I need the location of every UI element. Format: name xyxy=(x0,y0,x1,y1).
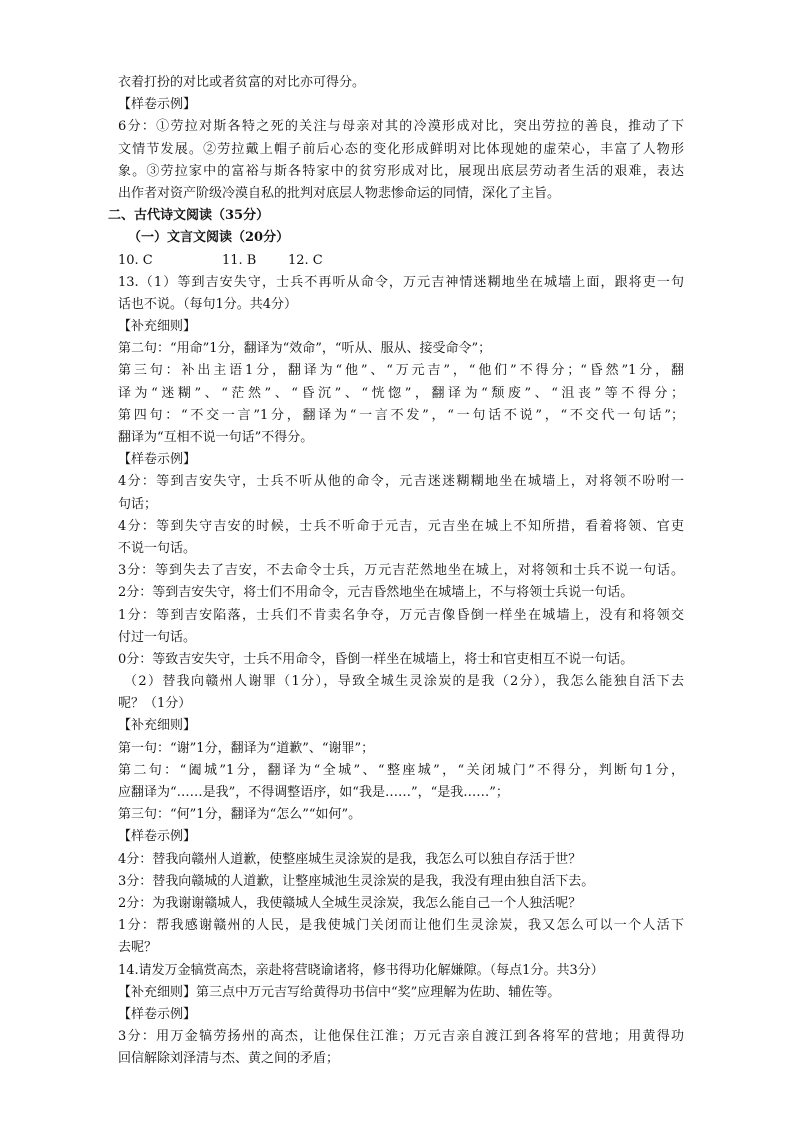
document-body xyxy=(108,72,684,1070)
subsection-heading: （一）文言文阅读（20分） xyxy=(128,230,290,246)
text-line: 翻译为“互相不说一句话”不得分。 xyxy=(118,430,314,445)
text-line: 2分：等到吉安失守，将士们不用命令，元吉昏然地坐在城墙上，不与将领士兵说一句话。 xyxy=(118,585,634,601)
text-line: 13.（1）等到吉安失守，士兵不再听从命令，万元吉神情迷糊地坐在城墙上面，跟将吏一句 xyxy=(118,274,684,290)
text-line: 第二句：“用命”1分，翻译为“效命”，“听从、服从、接受命令”； xyxy=(118,341,492,357)
text-line: 译为“迷糊”、“茫然”、“昏沉”、“恍惚”，翻译为“颓废”、“沮丧”等不得分； xyxy=(118,385,684,401)
text-line: 1分：帮我感谢赣州的人民，是我使城门关闭而让他们生灵涂炭，我又怎么可以一个人活下 xyxy=(118,918,684,934)
text-line: 第三句：“何”1分，翻译为“怎么”“如何”。 xyxy=(118,807,362,823)
section-label: 【样卷示例】 xyxy=(118,829,197,845)
text-line: 第二句：“阖城”1分，翻译为“全城”、“整座城”，“关闭城门”不得分，判断句1分， xyxy=(118,762,684,778)
text-line: 3分：替我向赣城的人道歉，让整座城池生灵涂炭的是我，我没有理由独自活下去。 xyxy=(118,873,595,889)
text-line: 句话； xyxy=(118,496,158,512)
text-line: 3分：用万金犒劳扬州的高杰，让他保住江淮；万元吉亲自渡江到各将军的营地；用黄得功 xyxy=(118,1029,684,1045)
text-line: 去呢？ xyxy=(118,940,158,956)
text-line: 衣着打扮的对比或者贫富的对比亦可得分。 xyxy=(118,75,366,90)
text-line: 14.请发万金犒赏高杰，亲赴将营晓谕诸将，修书得功化解嫌隙。（每点1分。共3分） xyxy=(118,962,604,978)
text-line: 2分：为我谢谢赣城人，我使赣城人全城生灵涂炭，我怎么能自己一个人独活呢？ xyxy=(118,895,582,911)
answer-row xyxy=(118,250,684,272)
text-line: 第三句：补出主语1分，翻译为“他”、“万元吉”，“他们”不得分；“昏然”1分，翻 xyxy=(118,363,684,379)
section-label: 【补充细则】 xyxy=(118,718,197,734)
text-line: 付过一句话。 xyxy=(118,629,197,645)
text-line: 应翻译为“……是我”，不得调整语序，如“我是……”，“是我……”； xyxy=(118,785,509,800)
text-line: 呢？（1分） xyxy=(118,696,192,712)
section-label: 【样卷示例】 xyxy=(118,97,197,113)
section-label: 【样卷示例】 xyxy=(118,452,197,468)
text-line: 6分：①劳拉对斯各特之死的关注与母亲对其的冷漠形成对比，突出劳拉的善良，推动了下 xyxy=(118,119,684,135)
answer-12: 12. C xyxy=(288,252,323,268)
text-line: 第一句：“谢”1分，翻译为“道歉”、“谢罪”； xyxy=(118,740,375,756)
text-line: 话也不说。（每句1分。共4分） xyxy=(118,296,298,312)
text-line: 不说一句话。 xyxy=(118,540,197,556)
text-line: 4分：等到失守吉安的时候，士兵不听命于元吉，元吉坐在城上不知所措，看着将领、官吏 xyxy=(118,518,684,534)
text-line: 3分：等到失去了吉安，不去命令士兵，万元吉茫然地坐在城上，对将领和士兵不说一句话。 xyxy=(118,563,684,579)
text-line: 4分：替我向赣州人道歉，使整座城生灵涂炭的是我，我怎么可以独自存活于世？ xyxy=(118,851,582,867)
answer-10: 10. C xyxy=(118,252,153,268)
text-line: 1分：等到吉安陷落，士兵们不肯卖名争夺，万元吉像昏倒一样坐在城墙上，没有和将领交 xyxy=(118,607,684,623)
text-line: 第四句：“不交一言”1分，翻译为“一言不发”，“一句话不说”，“不交代一句话”； xyxy=(118,407,684,423)
section-heading: 二、古代诗文阅读（35分） xyxy=(108,208,270,224)
text-line: 4分：等到吉安失守，士兵不听从他的命令，元吉迷迷糊糊地坐在城墙上，对将领不吩咐一 xyxy=(118,474,684,490)
section-label: 【补充细则】 xyxy=(118,319,197,335)
text-line: 【补充细则】第三点中万元吉写给黄得功书信中“奖”应理解为佐助、辅佐等。 xyxy=(118,984,561,1000)
answer-11: 11. B xyxy=(222,252,257,268)
text-line: 回信解除刘泽清与杰、黄之间的矛盾； xyxy=(118,1051,340,1067)
section-label: 【样卷示例】 xyxy=(118,1006,197,1022)
text-line: 0分：等致吉安失守，士兵不用命令，昏倒一样坐在城墙上，将士和官吏相互不说一句话。 xyxy=(118,651,634,667)
text-line: （2）替我向赣州人谢罪（1分），导致全城生灵涂炭的是我（2分），我怎么能独自活下去 xyxy=(124,674,684,690)
text-line: 文情节发展。②劳拉戴上帽子前后心态的变化形成鲜明对比体现她的虚荣心，丰富了人物形 xyxy=(118,141,684,157)
text-line: 象。③劳拉家中的富裕与斯各特家中的贫穷形成对比，展现出底层劳动者生活的艰难，表达 xyxy=(118,163,684,179)
text-line: 出作者对资产阶级冷漠自私的批判对底层人物悲惨命运的同情，深化了主旨。 xyxy=(118,185,561,201)
